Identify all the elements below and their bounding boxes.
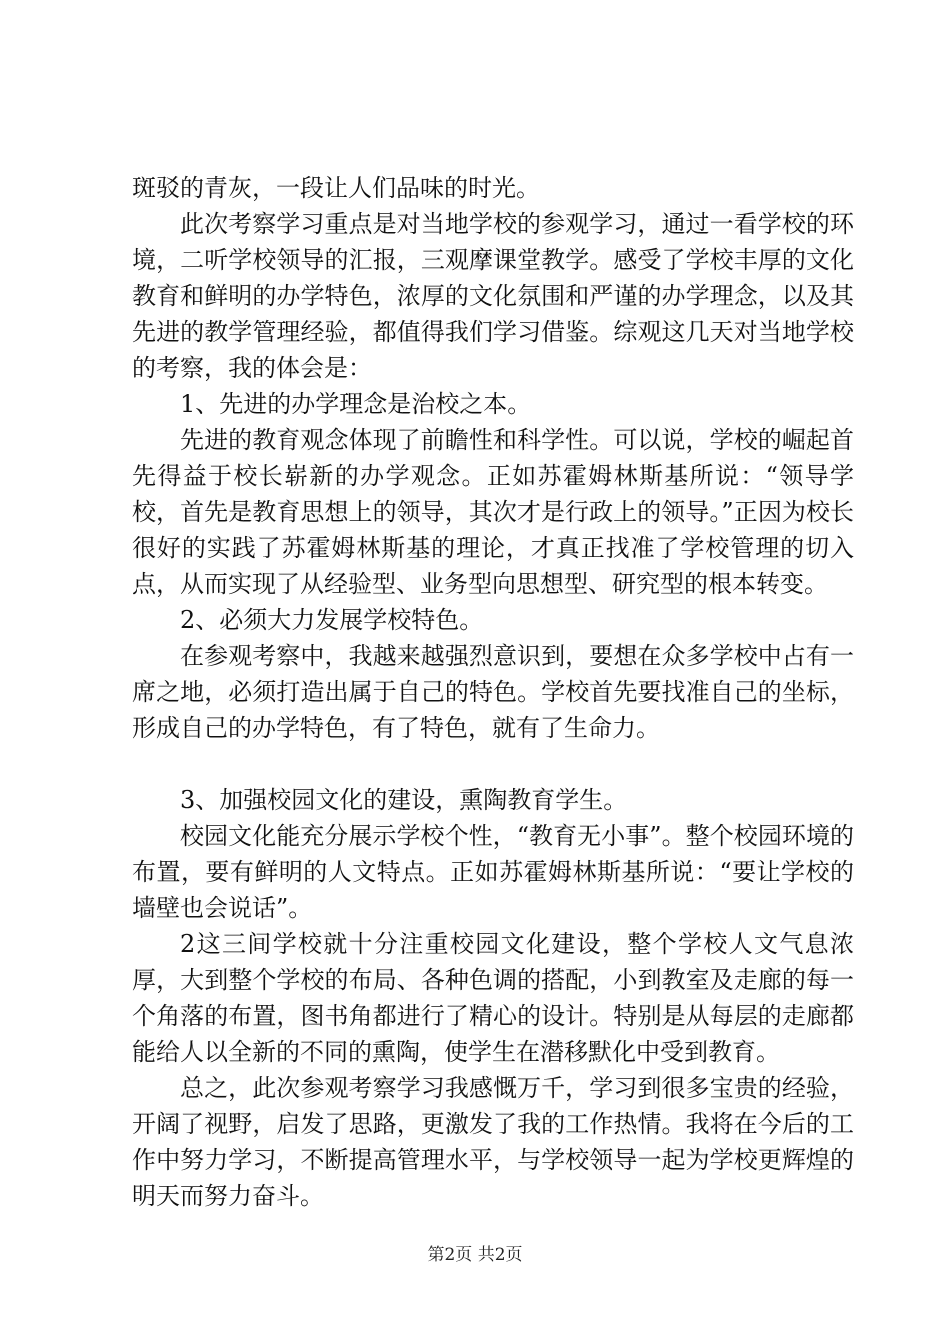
- heading-point-2: 2、必须大力发展学校特色。: [180, 606, 484, 634]
- paragraph-point-1: 先进的教育观念体现了前瞻性和科学性。可以说，学校的崛起首先得益于校长崭新的办学观念。正如苏霍姆林斯基所说：“领导学校，首先是教育思想上的领导，其次才是行政上的领导。”正因为校长很好的实践了苏霍姆林斯基的理论，才真正找准了学校管理的切入点，从而实现了从经验型、业务型向思想型、研究型的根本转变。: [132, 426, 854, 598]
- paragraph-point-3: 校园文化能充分展示学校个性，“教育无小事”。整个校园环境的布置，要有鲜明的人文特点。正如苏霍姆林斯基所说：“要让学校的墙壁也会说话”。: [132, 822, 854, 922]
- heading-point-3: 3、加强校园文化的建设，熏陶教育学生。: [180, 786, 628, 814]
- heading-point-1: 1、先进的办学理念是治校之本。: [180, 390, 532, 418]
- paragraph-point-3-detail: 2这三间学校就十分注重校园文化建设，整个学校人文气息浓厚，大到整个学校的布局、各种色调的搭配，小到教室及走廊的每一个角落的布置，图书角都进行了精心的设计。特别是从每层的走廊都能给人以全新的不同的熏陶，使学生在潜移默化中受到教育。: [132, 930, 854, 1066]
- blank-line: [132, 746, 854, 782]
- paragraph-intro: 此次考察学习重点是对当地学校的参观学习，通过一看学校的环境，二听学校领导的汇报，三观摩课堂教学。感受了学校丰厚的文化教育和鲜明的办学特色，浓厚的文化氛围和严谨的办学理念，以及其先进的教学管理经验，都值得我们学习借鉴。综观这几天对当地学校的考察，我的体会是：: [132, 210, 854, 382]
- paragraph-continued: 斑驳的青灰，一段让人们品味的时光。: [132, 174, 540, 202]
- paragraph-point-2: 在参观考察中，我越来越强烈意识到，要想在众多学校中占有一席之地，必须打造出属于自己的特色。学校首先要找准自己的坐标，形成自己的办学特色，有了特色，就有了生命力。: [132, 642, 854, 742]
- document-body: [132, 170, 854, 1214]
- paragraph-conclusion: 总之，此次参观考察学习我感慨万千，学习到很多宝贵的经验，开阔了视野，启发了思路，更激发了我的工作热情。我将在今后的工作中努力学习，不断提高管理水平，与学校领导一起为学校更辉煌的明天而努力奋斗。: [132, 1074, 854, 1210]
- page-footer: 第2页 共2页: [427, 1245, 523, 1265]
